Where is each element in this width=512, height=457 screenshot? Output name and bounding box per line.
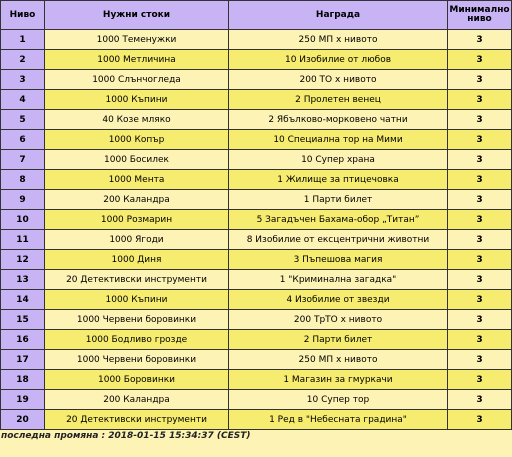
row-min-level-cell: 3 bbox=[448, 30, 512, 50]
row-level-cell: 16 bbox=[1, 330, 45, 350]
table-row bbox=[1, 90, 512, 110]
row-level-cell: 19 bbox=[1, 390, 45, 410]
row-level-cell: 4 bbox=[1, 90, 45, 110]
table-row bbox=[1, 170, 512, 190]
header-reward: Награда bbox=[229, 1, 448, 30]
row-level-cell: 12 bbox=[1, 250, 45, 270]
row-items-cell: 1000 Слънчогледа bbox=[45, 70, 229, 90]
row-reward-cell: 1 Ред в "Небесната градина" bbox=[229, 410, 448, 430]
table-row bbox=[1, 390, 512, 410]
row-items-cell: 1000 Къпини bbox=[45, 90, 229, 110]
row-reward-cell: 10 Изобилие от любов bbox=[229, 50, 448, 70]
row-min-level-cell: 3 bbox=[448, 110, 512, 130]
table-header-row bbox=[1, 1, 512, 30]
row-items-cell: 1000 Босилек bbox=[45, 150, 229, 170]
table-row bbox=[1, 330, 512, 350]
header-min-level-line1: Минимално bbox=[449, 5, 510, 15]
row-reward-cell: 10 Супер тор bbox=[229, 390, 448, 410]
row-items-cell: 1000 Диня bbox=[45, 250, 229, 270]
row-min-level-cell: 3 bbox=[448, 210, 512, 230]
row-level-cell: 11 bbox=[1, 230, 45, 250]
row-items-cell: 1000 Червени боровинки bbox=[45, 350, 229, 370]
row-min-level-cell: 3 bbox=[448, 310, 512, 330]
table-row bbox=[1, 310, 512, 330]
table-row bbox=[1, 130, 512, 150]
row-level-cell: 3 bbox=[1, 70, 45, 90]
table-row bbox=[1, 190, 512, 210]
last-modified-text: последна промяна : 2018-01-15 15:34:37 (CEST) bbox=[1, 431, 251, 441]
header-min-level bbox=[448, 1, 512, 30]
row-items-cell: 40 Козе мляко bbox=[45, 110, 229, 130]
table-row bbox=[1, 350, 512, 370]
table-row bbox=[1, 110, 512, 130]
row-reward-cell: 2 Парти билет bbox=[229, 330, 448, 350]
table-row bbox=[1, 410, 512, 430]
row-min-level-cell: 3 bbox=[448, 90, 512, 110]
row-min-level-cell: 3 bbox=[448, 50, 512, 70]
row-reward-cell: 10 Специална тор на Мими bbox=[229, 130, 448, 150]
row-reward-cell: 5 Загадъчен Бахама-обор „Титан” bbox=[229, 210, 448, 230]
row-reward-cell: 250 МП x нивото bbox=[229, 350, 448, 370]
header-items: Нужни стоки bbox=[45, 1, 229, 30]
row-items-cell: 1000 Розмарин bbox=[45, 210, 229, 230]
table-row bbox=[1, 150, 512, 170]
row-reward-cell: 1 "Криминална загадка" bbox=[229, 270, 448, 290]
row-reward-cell: 200 ТО x нивото bbox=[229, 70, 448, 90]
row-items-cell: 1000 Ягоди bbox=[45, 230, 229, 250]
row-min-level-cell: 3 bbox=[448, 190, 512, 210]
row-min-level-cell: 3 bbox=[448, 390, 512, 410]
row-reward-cell: 1 Парти билет bbox=[229, 190, 448, 210]
row-level-cell: 5 bbox=[1, 110, 45, 130]
table-row bbox=[1, 270, 512, 290]
row-min-level-cell: 3 bbox=[448, 250, 512, 270]
table-row bbox=[1, 70, 512, 90]
row-reward-cell: 2 Ябълково-морковено чатни bbox=[229, 110, 448, 130]
row-reward-cell: 4 Изобилие от звезди bbox=[229, 290, 448, 310]
row-items-cell: 1000 Копър bbox=[45, 130, 229, 150]
row-level-cell: 20 bbox=[1, 410, 45, 430]
table-row bbox=[1, 250, 512, 270]
header-min-level-line2: ниво bbox=[467, 14, 492, 24]
row-items-cell: 1000 Мента bbox=[45, 170, 229, 190]
row-min-level-cell: 3 bbox=[448, 150, 512, 170]
row-items-cell: 1000 Боровинки bbox=[45, 370, 229, 390]
row-min-level-cell: 3 bbox=[448, 350, 512, 370]
row-level-cell: 8 bbox=[1, 170, 45, 190]
table-row bbox=[1, 210, 512, 230]
header-level: Ниво bbox=[1, 1, 45, 30]
row-level-cell: 9 bbox=[1, 190, 45, 210]
row-items-cell: 1000 Бодливо грозде bbox=[45, 330, 229, 350]
row-reward-cell: 200 ТрТО x нивото bbox=[229, 310, 448, 330]
row-items-cell: 1000 Метличина bbox=[45, 50, 229, 70]
table-row bbox=[1, 50, 512, 70]
row-items-cell: 1000 Къпини bbox=[45, 290, 229, 310]
row-level-cell: 14 bbox=[1, 290, 45, 310]
row-items-cell: 20 Детективски инструменти bbox=[45, 270, 229, 290]
row-level-cell: 2 bbox=[1, 50, 45, 70]
table-row bbox=[1, 230, 512, 250]
table-row bbox=[1, 30, 512, 50]
row-level-cell: 10 bbox=[1, 210, 45, 230]
table-row bbox=[1, 370, 512, 390]
row-reward-cell: 8 Изобилие от ексцентрични животни bbox=[229, 230, 448, 250]
row-min-level-cell: 3 bbox=[448, 230, 512, 250]
row-level-cell: 6 bbox=[1, 130, 45, 150]
row-level-cell: 17 bbox=[1, 350, 45, 370]
row-min-level-cell: 3 bbox=[448, 290, 512, 310]
row-reward-cell: 10 Супер храна bbox=[229, 150, 448, 170]
row-level-cell: 13 bbox=[1, 270, 45, 290]
table-row bbox=[1, 290, 512, 310]
row-items-cell: 200 Каландра bbox=[45, 390, 229, 410]
row-min-level-cell: 3 bbox=[448, 170, 512, 190]
row-level-cell: 7 bbox=[1, 150, 45, 170]
row-min-level-cell: 3 bbox=[448, 270, 512, 290]
row-reward-cell: 1 Жилище за птицечовка bbox=[229, 170, 448, 190]
row-min-level-cell: 3 bbox=[448, 410, 512, 430]
row-reward-cell: 1 Магазин за гмуркачи bbox=[229, 370, 448, 390]
row-min-level-cell: 3 bbox=[448, 330, 512, 350]
row-level-cell: 18 bbox=[1, 370, 45, 390]
row-items-cell: 1000 Червени боровинки bbox=[45, 310, 229, 330]
row-items-cell: 20 Детективски инструменти bbox=[45, 410, 229, 430]
row-min-level-cell: 3 bbox=[448, 370, 512, 390]
row-level-cell: 1 bbox=[1, 30, 45, 50]
table-body bbox=[1, 30, 512, 430]
row-reward-cell: 250 МП x нивото bbox=[229, 30, 448, 50]
row-items-cell: 1000 Теменужки bbox=[45, 30, 229, 50]
row-min-level-cell: 3 bbox=[448, 70, 512, 90]
row-reward-cell: 2 Пролетен венец bbox=[229, 90, 448, 110]
row-level-cell: 15 bbox=[1, 310, 45, 330]
row-items-cell: 200 Каландра bbox=[45, 190, 229, 210]
row-reward-cell: 3 Пъпешова магия bbox=[229, 250, 448, 270]
row-min-level-cell: 3 bbox=[448, 130, 512, 150]
